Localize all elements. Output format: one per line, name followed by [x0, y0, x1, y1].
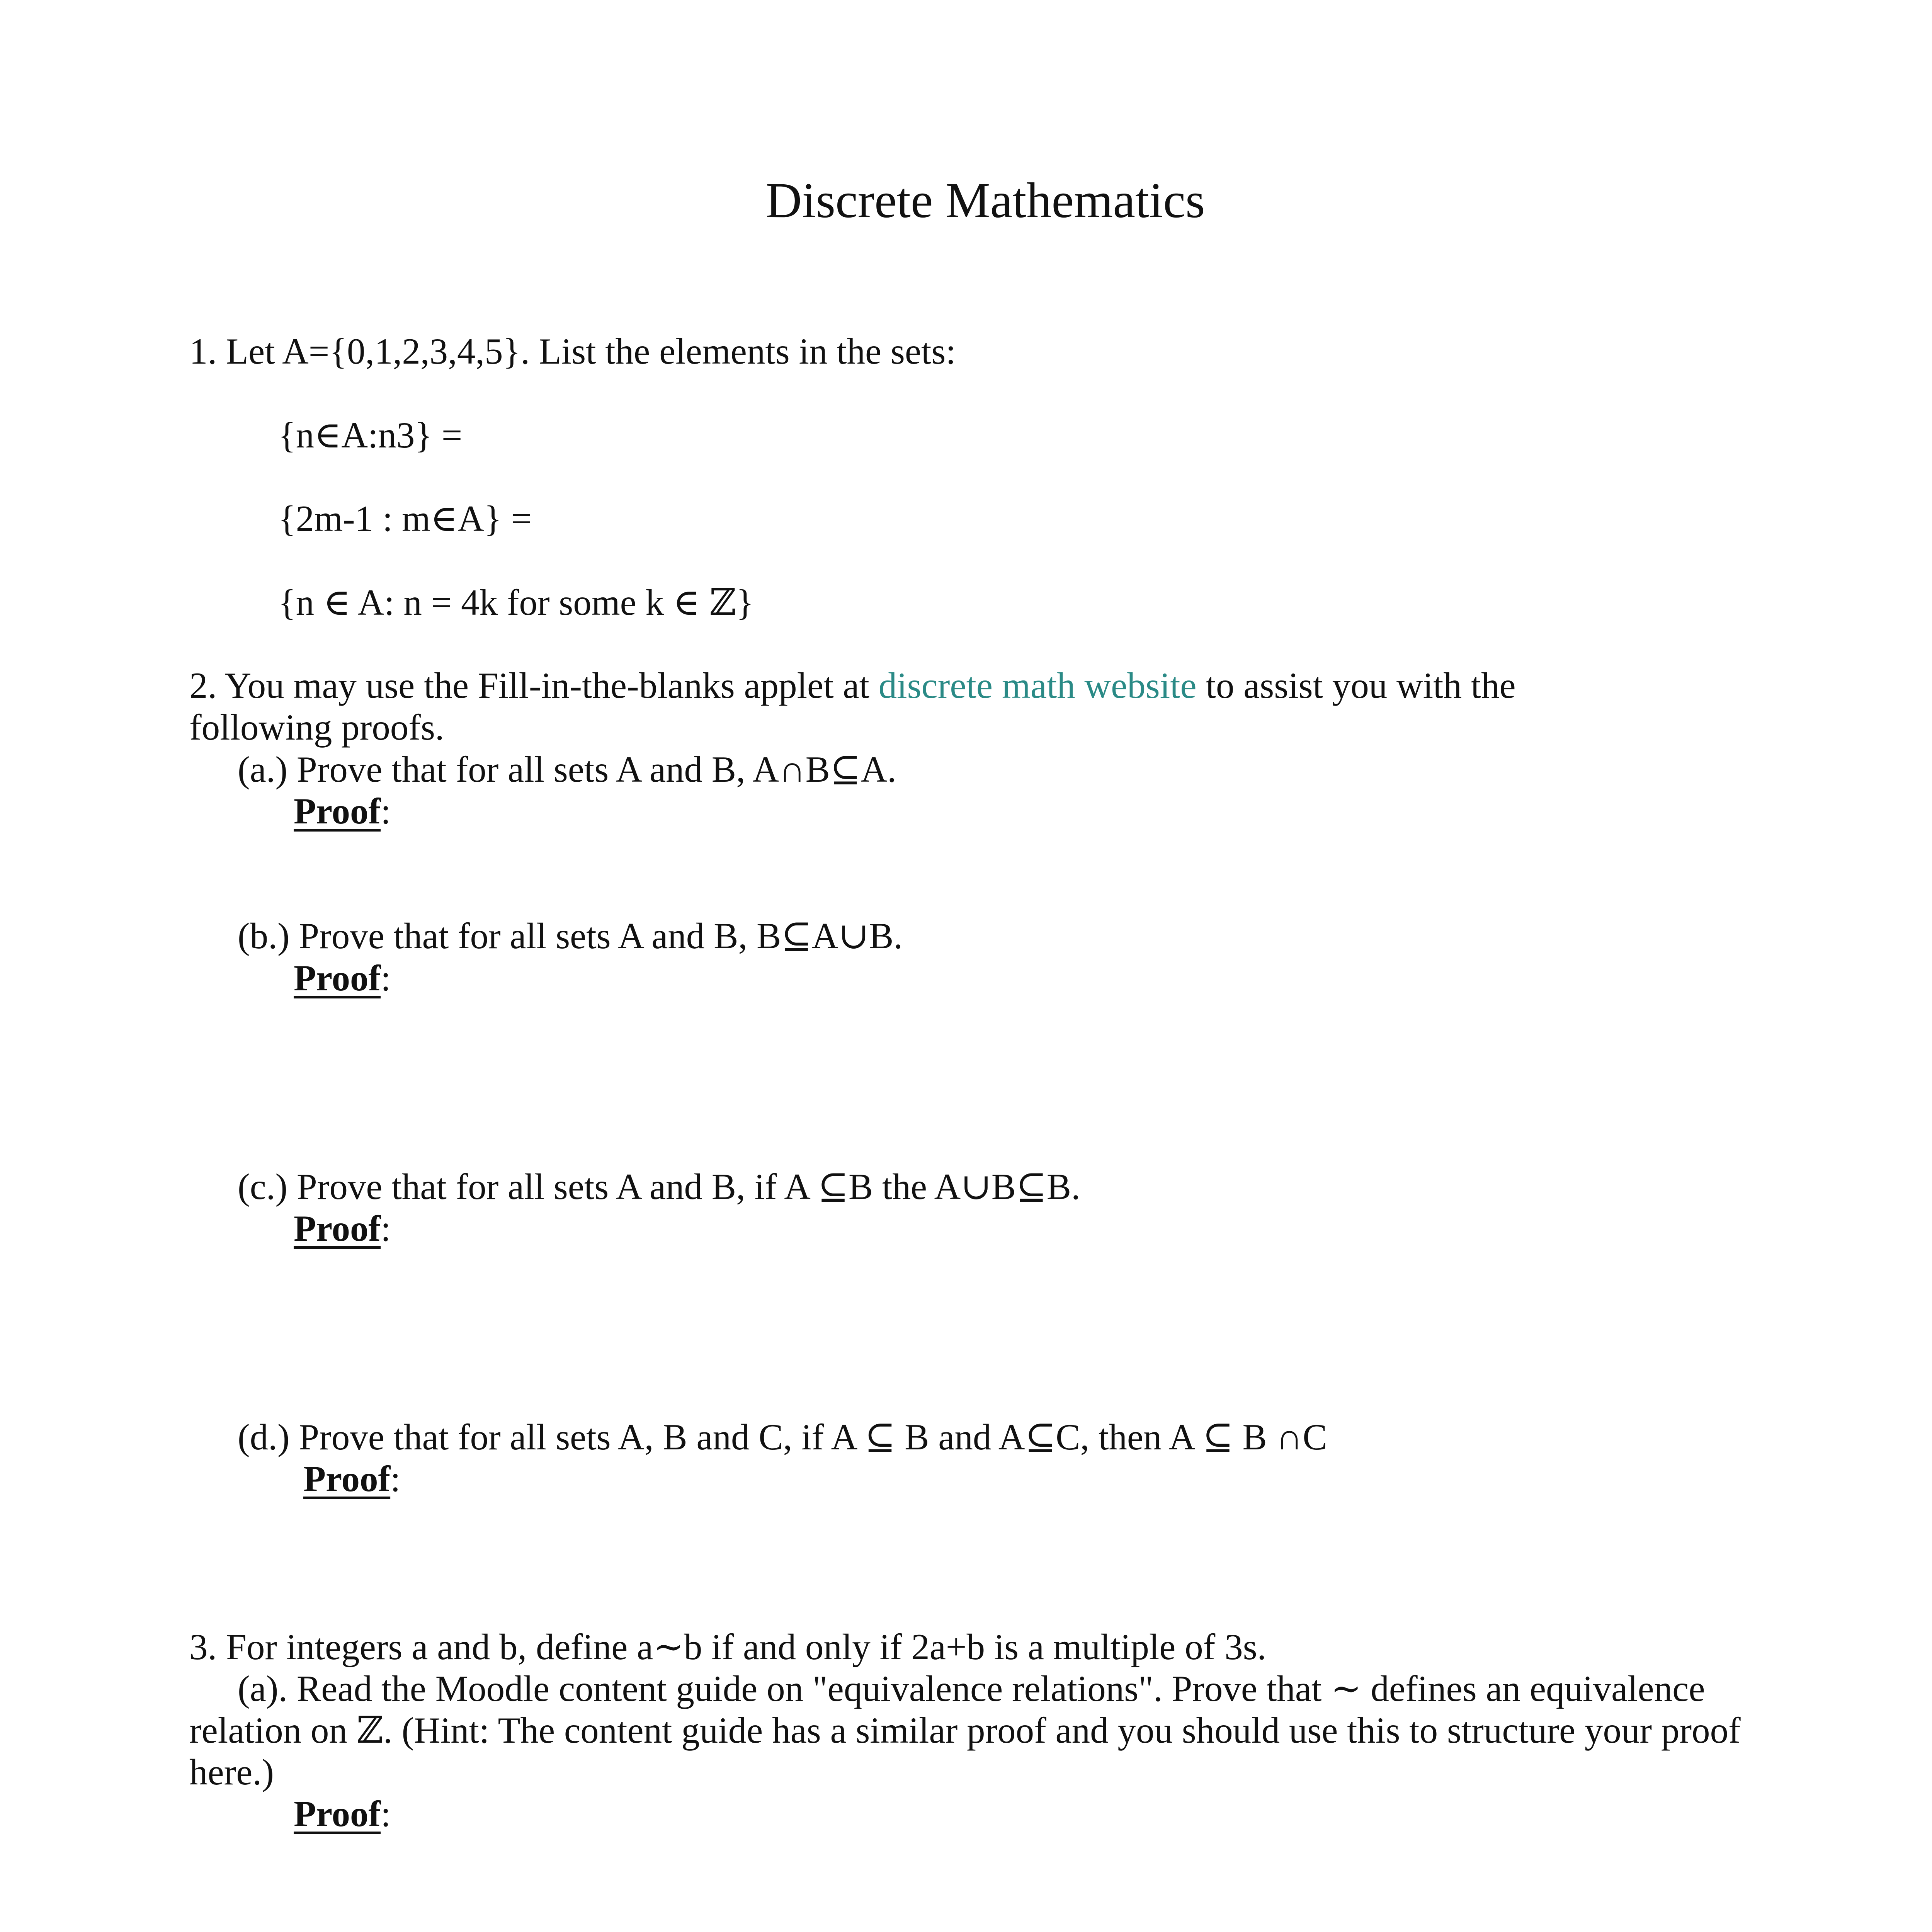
proof-heading: [294, 790, 391, 832]
proof-colon: :: [381, 1208, 391, 1249]
proof-statement-c: (c.) Prove that for all sets A and B, if A ⊆B the A∪B⊆B.: [238, 1166, 1080, 1207]
discrete-math-website-link[interactable]: discrete math website: [878, 665, 1197, 706]
set-expression: {2m-1 : m∈A} =: [278, 498, 532, 539]
question-3-prompt: 3. For integers a and b, define a∼b if and only if 2a+b is a multiple of 3s.: [189, 1626, 1267, 1667]
proof-label: Proof: [294, 1793, 381, 1834]
prompt-text: 2. You may use the Fill-in-the-blanks applet at: [189, 665, 879, 706]
proof-label: Proof: [303, 1458, 391, 1499]
proof-heading: [294, 957, 391, 999]
proof-heading: [294, 1208, 391, 1250]
proof-label: Proof: [294, 957, 381, 998]
set-expression: {n ∈ A: n = 4k for some k ∈ ℤ}: [278, 582, 754, 623]
question-2-prompt-line2: following proofs.: [189, 707, 444, 748]
question-3a-line: here.): [189, 1752, 274, 1793]
proof-heading: [303, 1458, 401, 1500]
page-title: Discrete Mathematics: [765, 173, 1205, 228]
proof-label: Proof: [294, 791, 381, 832]
proof-colon: :: [390, 1458, 401, 1499]
question-2-prompt: [189, 665, 1516, 707]
question-3a-line: relation on ℤ. (Hint: The content guide has a similar proof and you should use this to structure your proof: [189, 1710, 1741, 1751]
proof-label: Proof: [294, 1208, 381, 1249]
proof-colon: :: [381, 791, 391, 832]
set-expression: {n∈A:n3} =: [278, 415, 463, 456]
question-1-prompt: 1. Let A={0,1,2,3,4,5}. List the elements in the sets:: [189, 331, 956, 372]
proof-colon: :: [381, 957, 391, 998]
proof-statement-a: (a.) Prove that for all sets A and B, A∩B⊆A.: [238, 749, 896, 790]
proof-colon: :: [381, 1793, 391, 1834]
proof-statement-d: (d.) Prove that for all sets A, B and C, if A ⊆ B and A⊆C, then A ⊆ B ∩C: [238, 1417, 1327, 1458]
question-3a-line: (a). Read the Moodle content guide on "equivalence relations". Prove that ∼ defines an equivalence: [238, 1668, 1705, 1709]
proof-statement-b: (b.) Prove that for all sets A and B, B⊆A∪B.: [238, 915, 903, 956]
prompt-text: to assist you with the: [1196, 665, 1516, 706]
proof-heading: [294, 1793, 391, 1835]
